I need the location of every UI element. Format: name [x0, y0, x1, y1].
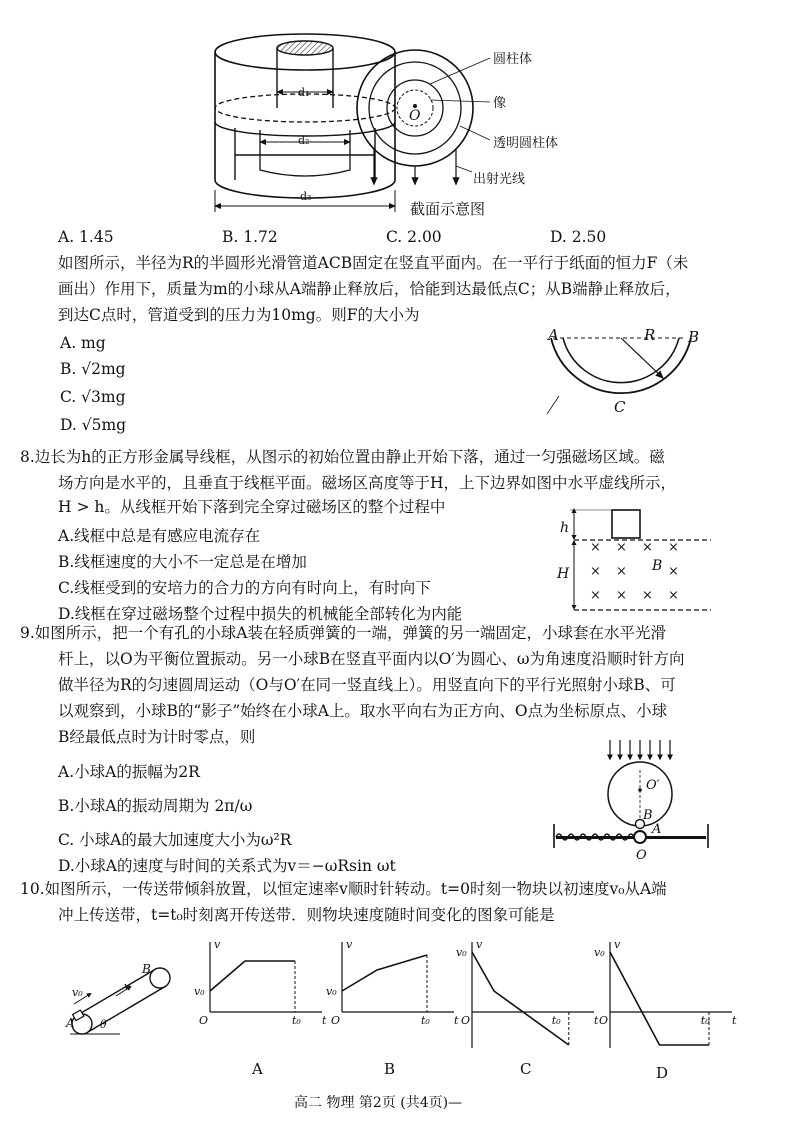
graph-a-origin-label: O	[199, 1014, 209, 1027]
label-ball-a: A	[652, 822, 662, 837]
q8-line-1: 8.边长为h的正方形金属导线框，从图示的初始位置由静止开始下落，通过一匀强磁场区域。磁	[20, 448, 665, 466]
q9-line-1: 9.如图所示，把一个有孔的小球A装在轻质弹簧的一端，弹簧的另一端固定，小球套在水平光滑	[20, 624, 666, 642]
belt-label-a: A	[66, 1016, 75, 1030]
q7-line-1: 如图所示，半径为R的半圆形光滑管道ACB固定在竖直平面内。在一平行于纸面的恒力F（未	[58, 254, 689, 272]
pipe-label-a: A	[548, 326, 559, 344]
pipe-label-r: R	[644, 326, 656, 344]
d3-label: d₃	[300, 190, 312, 203]
field-cross: ×	[590, 540, 601, 555]
q6-option-a: A. 1.45	[58, 228, 114, 246]
graph-d-t-label: t	[732, 1014, 737, 1027]
q9-option-c: C. 小球A的最大加速度大小为ω²R	[58, 831, 292, 849]
pipe-outer	[551, 338, 691, 393]
field-cross: ×	[668, 540, 679, 555]
q9-line-2: 杆上，以O为平衡位置振动。另一小球B在竖直平面内以O′为圆心、ω为角速度沿顺时针方向	[58, 650, 685, 668]
page-footer: 高二 物理 第2页 (共4页)—	[294, 1095, 463, 1111]
magnetic-field-figure	[556, 506, 716, 614]
graph-d-origin-label: O	[599, 1014, 609, 1027]
belt-label-v: v	[124, 980, 131, 993]
wire-frame	[612, 510, 640, 538]
graph-c-v0-label: v₀	[456, 946, 467, 959]
graph-b-origin-label: O	[331, 1014, 341, 1027]
q7-option-d: D. √5mg	[60, 416, 127, 434]
graph-c-t0-label: t₀	[551, 1014, 561, 1027]
pipe-label-b: B	[688, 328, 700, 346]
pipe-label-c: C	[614, 398, 626, 416]
graph-a-t-label: t	[322, 1014, 327, 1027]
graph-d-v-label: v	[614, 938, 621, 951]
graph-c-origin-label: O	[461, 1014, 471, 1027]
q10-line-1: 10.如图所示，一传送带倾斜放置，以恒定速率v顺时针转动。t=0时刻一物块以初速度v₀从A端	[20, 880, 667, 898]
q7-option-b: B. √2mg	[60, 360, 126, 378]
center-O-label: O	[409, 108, 421, 124]
graph-c-curve	[472, 952, 569, 1045]
graph-a-v-label: v	[214, 938, 221, 951]
label-h: h	[560, 520, 570, 536]
field-cross: ×	[616, 564, 627, 579]
field-cross: ×	[642, 540, 653, 555]
legend-transparent: 透明圆柱体	[493, 136, 559, 151]
q9-option-a: A.小球A的振幅为2R	[58, 763, 200, 781]
q7-line-3: 到达C点时，管道受到的压力为10mg。则F的大小为	[58, 306, 420, 324]
q10-line-2: 冲上传送带，t=t₀时刻离开传送带．则物块速度随时间变化的图象可能是	[58, 906, 555, 924]
graph-a-v0-label: v₀	[194, 985, 205, 998]
field-cross: ×	[616, 588, 627, 603]
q6-option-c: C. 2.00	[386, 228, 442, 246]
belt-upper	[76, 970, 154, 1016]
radius-arrow	[621, 338, 663, 378]
q9-line-3: 做半径为R的匀速圆周运动（O与O′在同一竖直线上）。用竖直向下的平行光照射小球B、可	[58, 676, 676, 694]
graph-b-v-label: v	[346, 938, 353, 951]
d1-label: d₁	[298, 86, 310, 99]
oscillation-figure	[548, 740, 718, 862]
q8-option-a: A.线框中总是有感应电流存在	[58, 527, 261, 545]
graph-d-v0-label: v₀	[594, 946, 605, 959]
graph-b-curve	[342, 955, 427, 991]
q8-option-c: C.线框受到的安培力的合力的方向有时向上，有时向下	[58, 579, 431, 597]
graph-d-curve	[610, 952, 709, 1045]
graph-c-v-label: v	[476, 938, 483, 951]
ball-a	[634, 831, 646, 843]
graph-b-t0-label: t₀	[421, 1014, 430, 1027]
q9-line-5: B经最低点时为计时零点，则	[58, 728, 256, 746]
leader-exit	[456, 166, 472, 172]
label-B-field: B	[652, 558, 663, 574]
section-figure	[360, 30, 500, 190]
leader-cylinder	[430, 58, 490, 84]
field-cross: ×	[616, 540, 627, 555]
q7-option-c: C. √3mg	[60, 388, 126, 406]
legend-exit-light: 出射光线	[473, 172, 526, 187]
q8-option-b: B.线框速度的大小不一定总是在增加	[58, 553, 307, 571]
d2-label: d₂	[298, 134, 310, 147]
field-cross: ×	[590, 564, 601, 579]
graph-label-b: B	[384, 1060, 396, 1078]
field-cross: ×	[668, 564, 679, 579]
conveyor-figure	[60, 960, 190, 1040]
graph-a-curve	[210, 961, 295, 991]
label-ball-b: B	[643, 808, 653, 823]
graph-a-t0-label: t₀	[292, 1014, 301, 1027]
q6-option-d: D. 2.50	[550, 228, 607, 246]
parallel-light-arrows	[610, 740, 670, 758]
field-cross: ×	[642, 588, 653, 603]
field-cross: ×	[668, 588, 679, 603]
graph-d-t0-label: t₀	[700, 1014, 710, 1027]
graph-label-a: A	[252, 1060, 263, 1078]
q9-option-b: B.小球A的振动周期为 2π/ω	[58, 797, 253, 815]
belt-label-theta: θ	[100, 1018, 107, 1031]
legend-image: 像	[493, 96, 507, 111]
q9-option-d: D.小球A的速度与时间的关系式为v＝−ωRsin ωt	[58, 857, 396, 875]
label-origin-o: O	[636, 848, 647, 863]
belt-label-v0: v₀	[72, 986, 83, 999]
graph-label-d: D	[656, 1064, 669, 1082]
graph-label-c: C	[520, 1060, 532, 1078]
q8-option-d: D.线框在穿过磁场整个过程中损失的机械能全部转化为内能	[58, 605, 463, 623]
field-cross: ×	[590, 588, 601, 603]
wall-hatch	[547, 396, 559, 414]
section-caption: 截面示意图	[410, 200, 486, 218]
q6-option-b: B. 1.72	[222, 228, 278, 246]
q9-line-4: 以观察到，小球B的“影子”始终在小球A上。取水平向右为正方向、O点为坐标原点、小球	[58, 702, 668, 720]
q7-line-2: 画出）作用下，质量为m的小球从A端静止释放后，恰能到达最低点C；从B端静止释放后，	[58, 280, 681, 298]
q8-line-2: 场方向是水平的，且垂直于线框平面。磁场区高度等于H，上下边界如图中水平虚线所示，	[58, 474, 677, 492]
belt-label-b: B	[142, 962, 151, 976]
legend-cylinder: 圆柱体	[493, 52, 533, 67]
q8-line-3: H > h。从线框开始下落到完全穿过磁场区的整个过程中	[58, 498, 446, 516]
graph-b-t-label: t	[454, 1014, 459, 1027]
graph-c-t-label: t	[594, 1014, 599, 1027]
inner-cylinder-top	[277, 41, 333, 55]
label-H: H	[557, 566, 570, 582]
label-o-prime: O′	[646, 778, 660, 793]
graph-b-v0-label: v₀	[326, 985, 337, 998]
q7-option-a: A. mg	[60, 334, 106, 352]
